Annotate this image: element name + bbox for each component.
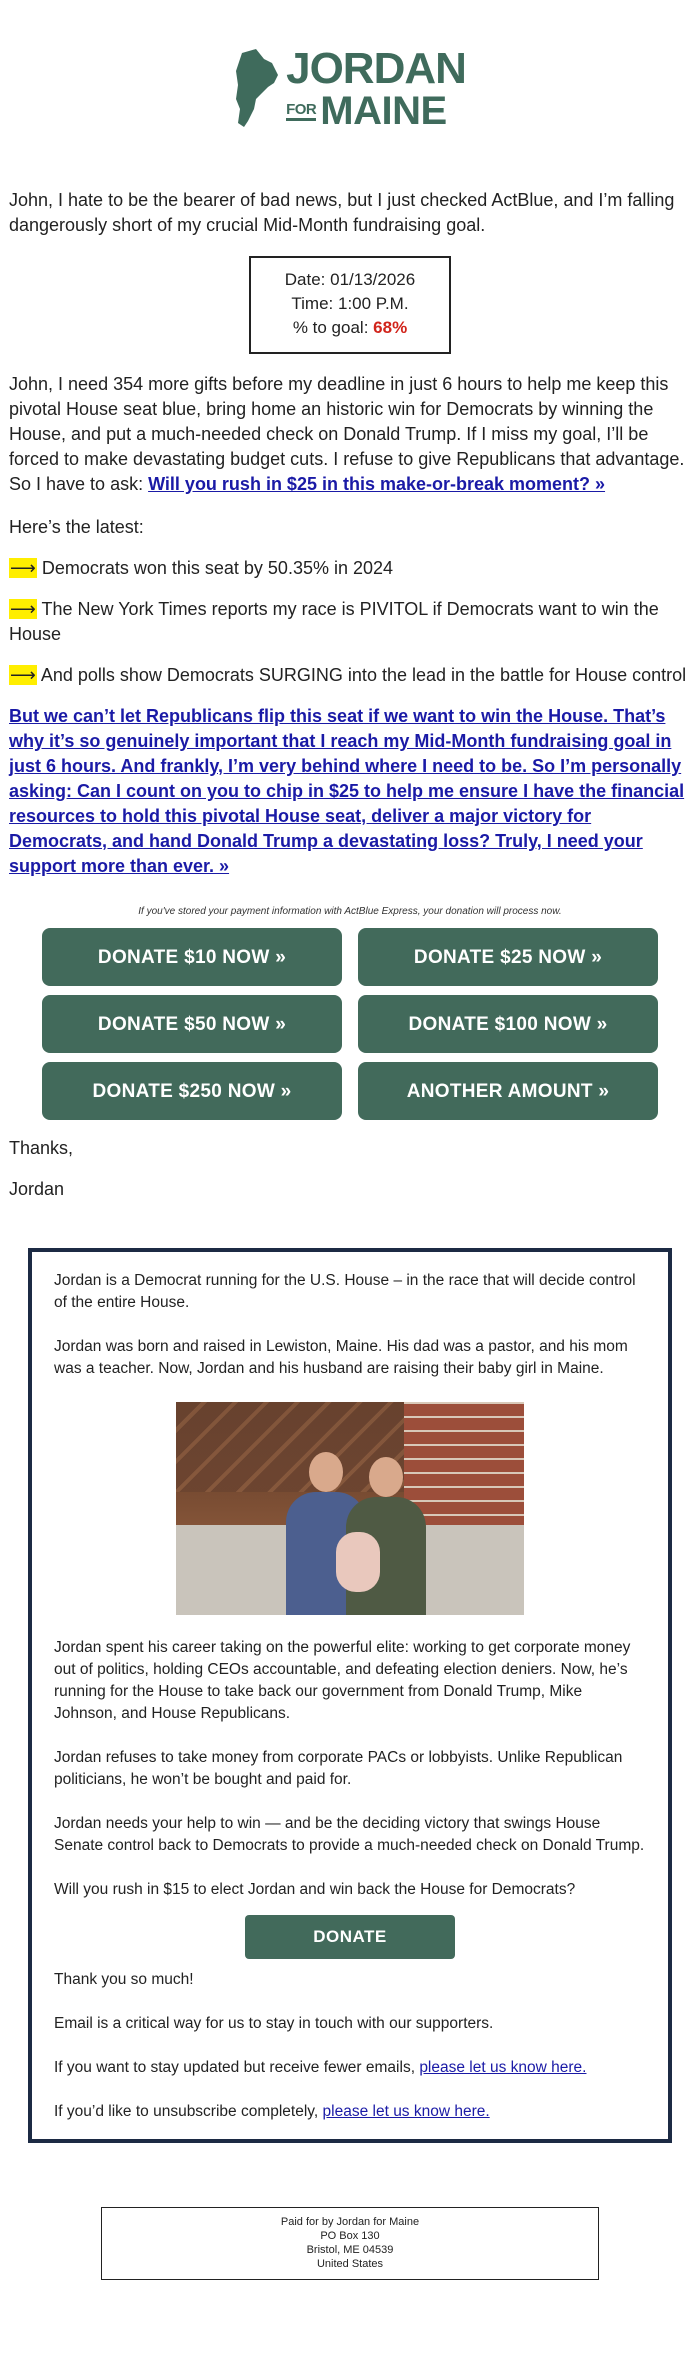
fewer-emails-link[interactable]: please let us know here. bbox=[419, 2059, 587, 2076]
bullet-text: The New York Times reports my race is PIVITOL if Democrats want to win the House bbox=[9, 599, 659, 644]
bold-appeal-paragraph bbox=[9, 704, 691, 879]
thanks-line: Thanks, bbox=[9, 1138, 74, 1158]
bio-box bbox=[28, 1248, 672, 2143]
family-photo bbox=[176, 1402, 524, 1615]
paid-for-country: United States bbox=[316, 2258, 384, 2270]
paid-for-city: Bristol, ME 04539 bbox=[306, 2244, 394, 2256]
unsubscribe-text: If you’d like to unsubscribe completely, bbox=[54, 2103, 319, 2120]
unsubscribe-link[interactable]: please let us know here. bbox=[322, 2103, 490, 2120]
logo-for: FOR bbox=[286, 102, 316, 121]
appeal-text: John, I need 354 more gifts before my deadline in just 6 hours to help me keep this pivotal House seat blue, bring home an historic win for Democrats by winning the House, and put a much-needed check on Donald Trump. If I miss my goal, I’ll be forced to make devastating budget cuts. I refuse to give Republicans that advantage. So I have to ask: bbox=[9, 374, 685, 494]
appeal-paragraph bbox=[9, 372, 691, 497]
paid-for-address: PO Box 130 bbox=[320, 2230, 380, 2242]
logo-text bbox=[286, 44, 466, 133]
bio-paragraph: Jordan refuses to take money from corporate PACs or lobbyists. Unlike Republican politicians, he won’t be bought and paid for. bbox=[54, 1749, 623, 1788]
maine-map-icon bbox=[234, 49, 280, 129]
bullet-item bbox=[9, 556, 691, 581]
donate-10-button[interactable]: DONATE $10 NOW » bbox=[42, 928, 342, 986]
bullet-text: Democrats won this seat by 50.35% in 2024 bbox=[41, 558, 394, 578]
arrow-icon: ⟶ bbox=[10, 665, 36, 685]
paid-for-line: Paid for by Jordan for Maine bbox=[280, 2216, 420, 2228]
another-amount-button[interactable]: ANOTHER AMOUNT » bbox=[358, 1062, 658, 1120]
rush-25-link[interactable]: Will you rush in $25 in this make-or-break moment? » bbox=[148, 474, 606, 494]
bullet-item bbox=[9, 597, 691, 647]
paid-for-box bbox=[101, 2207, 599, 2280]
goal-value: 68% bbox=[373, 318, 408, 337]
bullet-text: And polls show Democrats SURGING into the lead in the battle for House control bbox=[40, 665, 687, 685]
jordan-for-maine-logo[interactable] bbox=[234, 44, 466, 133]
unsubscribe-line bbox=[54, 2101, 646, 2123]
chip-in-25-link[interactable]: But we can’t let Republicans flip this seat if we want to win the House. That’s why it’s so genuinely important that I reach my Mid-Month fundraising goal in just 6 hours. And frankly, I’m very behind where I need to be. So I’m personally asking: Can I count on you to chip in $25 to help me ensure I have the financial resources to hold this pivotal House seat, deliver a major victory for Democrats, and hand Donald Trump a devastating loss? Truly, I need your support more than ever. » bbox=[9, 706, 685, 876]
goal-label: % to goal: bbox=[292, 318, 369, 337]
status-time: Time: 1:00 P.M. bbox=[291, 294, 409, 313]
donate-100-button[interactable]: DONATE $100 NOW » bbox=[358, 995, 658, 1053]
bio-ask: Will you rush in $15 to elect Jordan and win back the House for Democrats? bbox=[54, 1881, 576, 1898]
logo-state: MAINE bbox=[320, 89, 447, 133]
status-goal bbox=[251, 316, 449, 340]
photo-head bbox=[309, 1452, 343, 1492]
photo-head bbox=[369, 1457, 403, 1497]
fewer-emails-line bbox=[54, 2057, 646, 2079]
header bbox=[0, 0, 700, 168]
bio-paragraph: Jordan was born and raised in Lewiston, Maine. His dad was a pastor, and his mom was a teacher. Now, Jordan and his husband are raising their baby girl in Maine. bbox=[54, 1338, 628, 1377]
arrow-icon: ⟶ bbox=[10, 599, 36, 619]
donate-button-grid bbox=[9, 928, 691, 1120]
bio-donate-button[interactable]: DONATE bbox=[245, 1915, 455, 1959]
status-date: Date: 01/13/2026 bbox=[284, 270, 416, 289]
status-box bbox=[249, 256, 451, 354]
arrow-icon: ⟶ bbox=[10, 558, 36, 578]
donate-250-button[interactable]: DONATE $250 NOW » bbox=[42, 1062, 342, 1120]
email-body bbox=[0, 188, 700, 1202]
thank-you-line: Thank you so much! bbox=[54, 1971, 194, 1988]
donate-25-button[interactable]: DONATE $25 NOW » bbox=[358, 928, 658, 986]
logo-name: JORDAN bbox=[286, 44, 466, 93]
logo-state-line bbox=[286, 91, 466, 131]
bullet-item bbox=[9, 663, 691, 688]
fewer-emails-text: If you want to stay updated but receive fewer emails, bbox=[54, 2059, 415, 2076]
photo-baby bbox=[336, 1532, 380, 1592]
intro-paragraph: John, I hate to be the bearer of bad news, but I just checked ActBlue, and I’m falling dangerously short of my crucial Mid-Month fundraising goal. bbox=[9, 190, 675, 235]
email-note: Email is a critical way for us to stay in touch with our supporters. bbox=[54, 2015, 494, 2032]
bio-paragraph: Jordan is a Democrat running for the U.S. House – in the race that will decide control of the entire House. bbox=[54, 1272, 636, 1311]
bio-paragraph: Jordan spent his career taking on the powerful elite: working to get corporate money out of politics, holding CEOs accountable, and defeating election deniers. Now, he’s running for the House to take back our government from Donald Trump, Mike Johnson, and House Republicans. bbox=[54, 1639, 631, 1722]
donate-50-button[interactable]: DONATE $50 NOW » bbox=[42, 995, 342, 1053]
signature: Jordan bbox=[9, 1179, 65, 1199]
bio-paragraph: Jordan needs your help to win — and be the deciding victory that swings House Senate control back to Democrats to provide a much-needed check on Donald Trump. bbox=[54, 1815, 645, 1854]
actblue-express-note: If you've stored your payment information with ActBlue Express, your donation will process now. bbox=[138, 906, 562, 917]
latest-heading: Here’s the latest: bbox=[9, 517, 144, 537]
